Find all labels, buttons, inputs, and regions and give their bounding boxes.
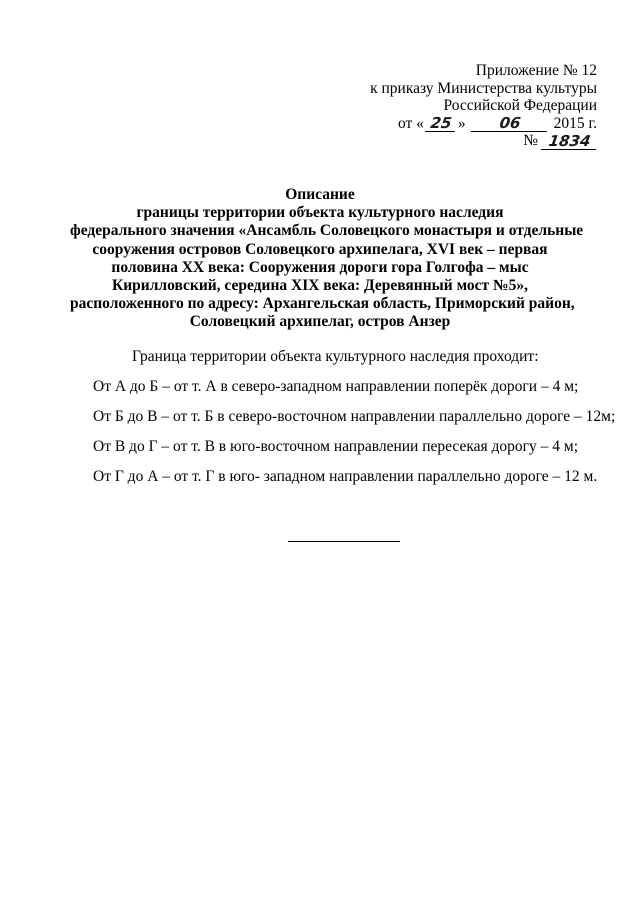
end-divider (288, 541, 400, 542)
title-line: Кирилловский, середина XIX века: Деревянный мост №5», (111, 277, 529, 295)
appendix-date-line (370, 115, 597, 133)
boundary-segment: От В до Г – от т. В в юго-восточном направлении пересекая дорогу – 4 м; (93, 438, 579, 455)
boundary-segment: От Б до В – от т. Б в северо-восточном направлении параллельно дороге – 12м; (93, 408, 616, 425)
appendix-order-number-line (370, 132, 597, 150)
appendix-number: Приложение № 12 (475, 62, 597, 79)
date-day-handwritten: 25 (425, 116, 457, 132)
title-line: сооружения островов Соловецкого архипелага, XVI век – первая (92, 240, 548, 258)
title-line: Соловецкий архипелаг, остров Анзер (189, 313, 451, 331)
boundary-segment: От Г до А – от т. Г в юго- западном направлении параллельно дороге – 12 м. (93, 468, 598, 485)
number-prefix: № (523, 132, 538, 149)
date-month-handwritten: 06 (471, 116, 549, 132)
order-number-handwritten: 1834 (541, 134, 598, 150)
title-line: федерального значения «Ансамбль Соловецкого монастыря и отдельные (70, 222, 584, 240)
appendix-block (370, 62, 597, 150)
boundary-segment: От А до Б – от т. А в северо-западном направлении поперёк дороги – 4 м; (93, 378, 579, 395)
title-line: половина XX века: Сооружения дороги гора Голгофа – мыс (111, 258, 529, 276)
date-prefix: от « (397, 114, 424, 132)
title-line: границы территории объекта культурного наследия (136, 204, 504, 222)
document-title (70, 186, 584, 332)
boundary-intro: Граница территории объекта культурного наследия проходит: (132, 348, 539, 365)
date-mid: » (457, 114, 466, 132)
title-line: Описание (285, 186, 355, 203)
appendix-ministry: Российской Федерации (443, 97, 597, 114)
date-year: 2015 г. (553, 114, 597, 132)
title-line: расположенного по адресу: Архангельская область, Приморский район, (70, 295, 575, 313)
appendix-order-ref: к приказу Министерства культуры (370, 79, 597, 97)
